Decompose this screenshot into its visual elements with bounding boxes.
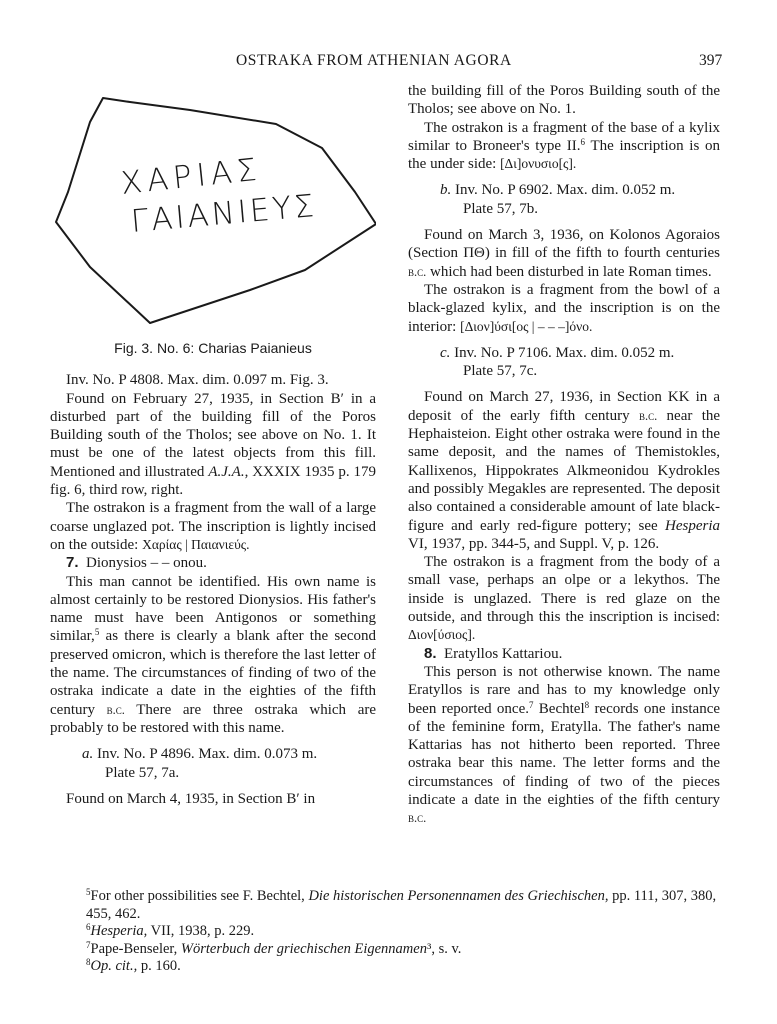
footnote-8: $^8$Op. cit., p. 160. (86, 957, 181, 974)
find-context-7a: Found on March 4, 1935, in Section B′ in (66, 790, 316, 807)
entry-7-body: This man cannot be identified. His own name is almost certainly to be restored Dionysios. His father's name must have been Antigonos or something similar,$^5$ as there is clearly a blank after the second preserved omicron, which is therefore the last letter of the name. The circumstances of finding of two of the ostraka indicate a date in the eighties of the fifth century b.c. There are three ostraka which are probably to be restored with this name. (50, 573, 377, 736)
find-context-6: Found on February 27, 1935, in Section B′ in a disturbed part of the building fill of the Poros Building south of the Tholos; see above on No. 1. It must be one of the latest objects from this fill. Mentioned and illustrated A.J.A., XXXIX 1935 p. 179 fig. 6, third row, right. (50, 390, 377, 499)
footnote-ref-7: 7 (528, 699, 534, 710)
entry-7-heading: 7. Dionysios – – onou. (66, 554, 207, 572)
figure-3 (50, 82, 376, 337)
page-number: 397 (699, 52, 723, 69)
footnotes (64, 888, 724, 976)
footnote-7: $^7$Pape-Benseler, Wörterbuch der griechischen Eigennamen³, s. v. (86, 939, 462, 957)
footnote-5: $^5$For other possibilities see F. Bechtel, Die historischen Personennamen des Griechischen, pp. 111, 307, 380, 455, 462. (86, 887, 717, 922)
description-7a: The ostrakon is a fragment of the base of a kylix similar to Broneer's type II.$^6$ The inscription is on the under side: [Δι]ονυσιο[ς]. (408, 119, 720, 173)
right-column (408, 82, 720, 828)
footnote-6: $^6$Hesperia, VII, 1938, p. 229. (86, 922, 255, 939)
description-7b: The ostrakon is a fragment from the bowl of a black-glazed kylix, and the inscription is on the interior: [Διον]ύσι[ος | – – –]όνο. (408, 281, 720, 335)
ostrakon-drawing (50, 82, 376, 337)
left-column (50, 82, 376, 808)
entry-8-heading: 8. Eratyllos Kattariou. (424, 644, 563, 662)
footnote-ref-5: 5 (94, 627, 100, 638)
running-title: OSTRAKA FROM ATHENIAN AGORA (236, 52, 512, 69)
inv-7c: c. Inv. No. P 7106. Max. dim. 0.052 m. Plate 57, 7c. (440, 344, 675, 380)
find-context-7a-cont: the building fill of the Poros Building south of the Tholos; see above on No. 1. (408, 83, 720, 118)
inv-7a: a. Inv. No. P 4896. Max. dim. 0.073 m. Plate 57, 7a. (82, 746, 318, 781)
description-6: The ostrakon is a fragment from the wall of a large coarse unglazed pot. The inscription is lightly incised on the outside: Χαρίας | Παιανιεύς. (50, 500, 376, 553)
greek-inscription: Χαρίας | Παιανιεύς. (142, 536, 250, 552)
inscription-line-2: ΓΑΙΑΝΙΕΥΣ (129, 187, 319, 240)
entry-8-body: This person is not otherwise known. The name Eratyllos is rare and has to my knowledge only been reported once.$^7$ Bechtel$^8$ records one instance of the feminine form, Eratylla. The father's name Kattarias has not hitherto been reported. Three ostraka bear this name. The letter forms and the circumstances of finding of two of the pieces indicate a date in the eighties of the fifth century b.c. (408, 663, 721, 826)
inv-7b: b. Inv. No. P 6902. Max. dim. 0.052 m. Plate 57, 7b. (440, 182, 676, 217)
inscription-line-1: ΧΑΡΙΑΣ (119, 151, 264, 202)
find-context-7c: Found on March 27, 1936, in Section KK in a deposit of the early fifth century b.c. near the Hephaisteion. Eight other ostraka were found in the same deposit, and the names of Themistokles, Kallixenos, Hippokrates Alkmeonidou Kydrokles and possibly Megakles are represented. The deposit also contained a considerable amount of late black-figure and early red-figure pottery; see Hesperia VI, 1937, pp. 344-5, and Suppl. V, p. 126. (408, 389, 721, 552)
footnote-ref-8: 8 (584, 699, 590, 710)
footnote-ref-6: 6 (580, 136, 586, 147)
figure-caption: Fig. 3. No. 6: Charias Paianieus (114, 340, 312, 356)
aja-citation: A.J.A. (208, 463, 245, 480)
find-context-7b: Found on March 3, 1936, on Kolonos Agoraios (Section ΠΘ) in fill of the fifth to fourth centuries b.c. which had been disturbed in late Roman times. (408, 227, 720, 280)
description-7c: The ostrakon is a fragment from the body of a small vase, perhaps an olpe or a lekythos. The inside is unglazed. There is red glaze on the outside, and through this the inscription is incised: Διον[ύσιος]. (408, 554, 720, 643)
inv-number-6: Inv. No. P 4808. Max. dim. 0.097 m. Fig. 3. (66, 372, 329, 389)
